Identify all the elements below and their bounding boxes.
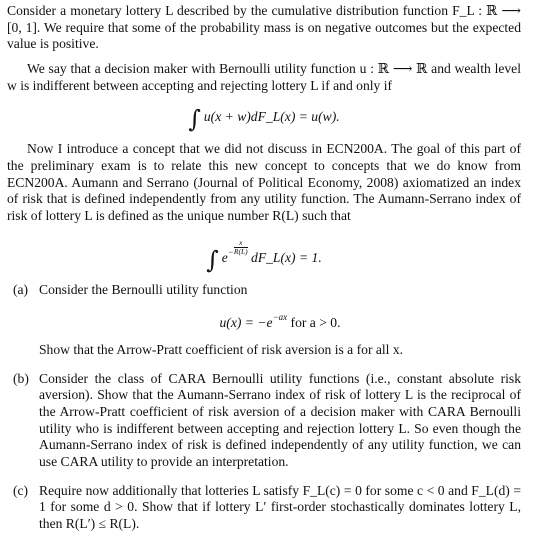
exam-question	[7, 3, 521, 533]
part-c	[7, 483, 521, 533]
exp-fraction	[234, 239, 248, 256]
part-b	[7, 371, 521, 471]
integral-sign: ∫	[188, 104, 201, 133]
part-b-label: (b)	[13, 370, 29, 386]
part-a-equation	[39, 309, 521, 332]
part-a-equation-exponent: −ax	[272, 312, 288, 323]
aumann-serrano-equation-tail: dF_L(x) = 1.	[251, 249, 322, 265]
indifference-equation-text: u(x + w)dF_L(x) = u(w).	[203, 108, 340, 124]
exp-numerator: x	[239, 237, 243, 247]
part-a-equation-main: u(x) = −e	[219, 315, 273, 331]
exp-denominator: R(L)	[233, 246, 248, 256]
aumann-serrano-equation	[7, 237, 521, 274]
exp-sign: −	[227, 246, 234, 257]
indifference-paragraph: We say that a decision maker with Bernoulli utility function u : ℝ ⟶ ℝ and wealth level w is indifferent between accepting and rejecting lottery L if and only if	[7, 61, 521, 93]
part-a-text2: Show that the Arrow-Pratt coefficient of risk aversion is a for all x.	[39, 341, 404, 357]
intro-paragraph: Consider a monetary lottery L described by the cumulative distribution function F_L : ℝ ⟶ [0, 1]. We require that some of the probability mass is on negative outcomes but the expected value is positive.	[7, 3, 521, 52]
aumann-serrano-paragraph: Now I introduce a concept that we did not discuss in ECN200A. The goal of this part of the preliminary exam is to relate this new concept to concepts that we do know from ECN200A. Aumann and Serrano (Journal of Political Economy, 2008) axiomatized an index of risk that is defined independently from any utility function. The Aumann-Serrano index of risk of lottery L is defined as the unique number R(L) such that	[7, 141, 521, 224]
part-a-text1: Consider the Bernoulli utility function	[39, 282, 248, 298]
part-b-text: Consider the class of CARA Bernoulli utility functions (i.e., constant absolute risk aversion). Show that the Aumann-Serrano index of risk of lottery L is the reciprocal of the Arrow-Pratt coefficient of risk aversion of a decision maker with CARA Bernoulli utility who is indifferent between accepting and rejection lottery L. So even though the Aumann-Serrano index of risk is defined independently of any utility function, we can use CARA utility to provide an interpretation.	[39, 370, 521, 470]
indifference-equation	[7, 104, 521, 133]
part-a	[7, 282, 521, 358]
integral-sign: ∫	[206, 245, 219, 274]
question-parts	[7, 282, 521, 532]
part-a-label: (a)	[13, 282, 29, 298]
part-c-text: Require now additionally that lotteries L satisfy F_L(c) = 0 for some c < 0 and F_L(d) = 1 for some d > 0. Show that if lottery L′ first-order stochastically dominates lottery L, then R(L′) ≤ R(L).	[39, 482, 521, 532]
exp-base: e	[221, 249, 228, 265]
part-a-equation-tail: for a > 0.	[290, 315, 341, 331]
part-c-label: (c)	[13, 482, 29, 498]
